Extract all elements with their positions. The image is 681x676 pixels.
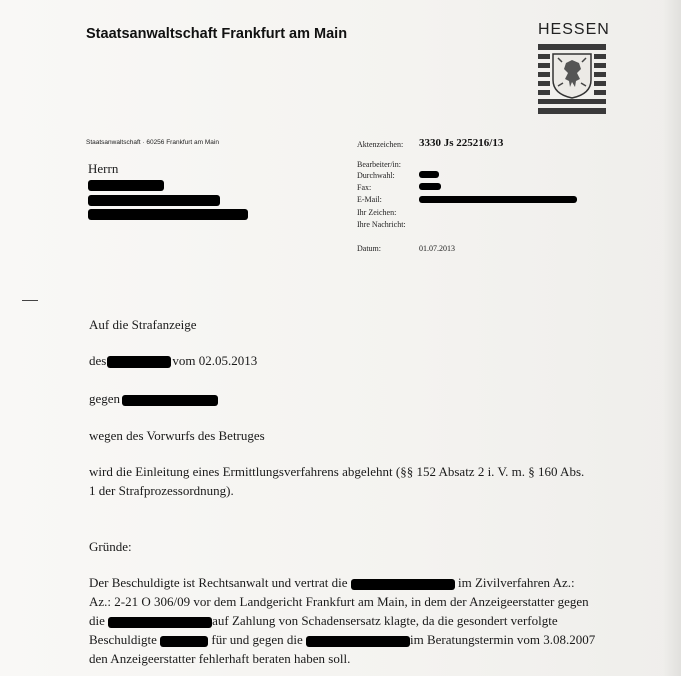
- aktenzeichen-label: Aktenzeichen:: [357, 140, 404, 149]
- redacted-email: [419, 196, 577, 203]
- datum-value: 01.07.2013: [419, 244, 455, 253]
- redacted-party-3: [160, 636, 208, 647]
- reasons-line-3: [89, 611, 629, 630]
- reasons-line-5: den Anzeigeerstatter fehlerhaft beraten haben soll.: [89, 651, 351, 666]
- reasons-line-4: [89, 630, 629, 649]
- body-line-gegen: [89, 391, 218, 407]
- reasons-line-1-b: im Zivilverfahren Az.:: [457, 575, 575, 590]
- redacted-accused: [122, 395, 218, 406]
- reasons-line-4-c: im Beratungstermin vom 3.08.2007: [409, 632, 596, 647]
- reasons-line-3-b: auf Zahlung von Schadensersatz klagte, da die gesondert verfolgte: [212, 613, 558, 628]
- redacted-recipient-name: [88, 180, 164, 191]
- reasons-line-4-a: Beschuldigte: [89, 632, 157, 647]
- ihre-nachricht-label: Ihre Nachricht:: [357, 220, 406, 229]
- ihr-zeichen-label: Ihr Zeichen:: [357, 208, 397, 217]
- redacted-recipient-street: [88, 195, 220, 206]
- body-line-strafanzeige: Auf die Strafanzeige: [89, 317, 197, 332]
- reasons-line-1-a: Der Beschuldigte ist Rechtsanwalt und vertrat die: [89, 575, 348, 590]
- reasons-line-3-a: die: [89, 613, 105, 628]
- authority-name: Staatsanwaltschaft Frankfurt am Main: [86, 26, 348, 42]
- state-name: HESSEN: [538, 21, 610, 38]
- redacted-recipient-city: [88, 209, 248, 220]
- redacted-durchwahl: [419, 171, 439, 178]
- decision-line-2: 1 der Strafprozessordnung).: [89, 483, 234, 498]
- redacted-party-1: [351, 579, 455, 590]
- des-date: vom 02.05.2013: [172, 353, 258, 368]
- reasons-line-1: [89, 573, 629, 592]
- durchwahl-label: Durchwahl:: [357, 171, 395, 180]
- redacted-fax: [419, 183, 441, 190]
- gruende-heading: Gründe:: [89, 539, 132, 554]
- fold-mark: [22, 300, 38, 301]
- decision-line-1: wird die Einleitung eines Ermittlungsverfahrens abgelehnt (§§ 152 Absatz 2 i. V. m. § 160 Abs.: [89, 464, 585, 479]
- decision-paragraph: [89, 462, 629, 500]
- fax-label: Fax:: [357, 183, 372, 192]
- sender-return-address: Staatsanwaltschaft · 60256 Frankfurt am Main: [86, 139, 219, 146]
- datum-label: Datum:: [357, 244, 381, 253]
- recipient-salutation: Herrn: [88, 161, 119, 176]
- redacted-party-4: [306, 636, 410, 647]
- hessen-coat-of-arms-icon: [538, 44, 606, 114]
- aktenzeichen-value: 3330 Js 225216/13: [419, 137, 504, 149]
- des-prefix: des: [89, 353, 107, 368]
- email-label: E-Mail:: [357, 195, 382, 204]
- redacted-party-2: [108, 617, 212, 628]
- redacted-complainant: [107, 356, 171, 368]
- reasons-line-4-b: für und gegen die: [211, 632, 303, 647]
- body-line-wegen: wegen des Vorwurfs des Betruges: [89, 428, 265, 443]
- reasons-line-2: Az.: 2-21 O 306/09 vor dem Landgericht Frankfurt am Main, in dem der Anzeigeerstatter gegen: [89, 594, 589, 609]
- reasons-paragraph: [89, 573, 629, 668]
- bearbeiter-label: Bearbeiter/in:: [357, 160, 401, 169]
- gegen-label: gegen: [89, 391, 121, 406]
- body-line-des: [89, 353, 257, 369]
- page-edge-shadow: [663, 0, 681, 676]
